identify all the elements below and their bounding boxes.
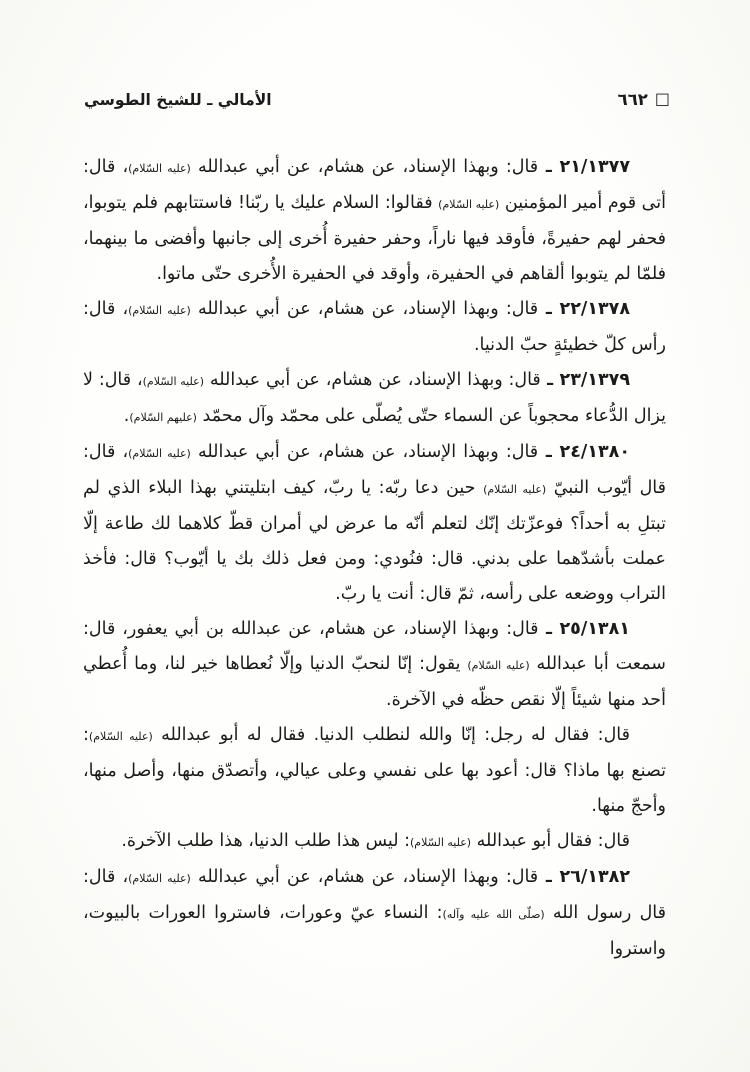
body-text: قال: وبهذا الإسناد، عن هشام، عن أبي عبدالله: [190, 442, 539, 462]
body-text: يقول: إنّا لنحبّ الدنيا وإلّا نُعطاها خير لنا، وما أُعطي أحد منها شيئاً إلّا نقص حظّه في الآخرة.: [83, 654, 666, 710]
honorific-text: (عليه السّلام): [128, 304, 191, 317]
body-text: ، قال: قال رسول الله: [83, 867, 666, 923]
body-text: قال: فقال أبو عبدالله: [471, 831, 630, 851]
page-body: [83, 150, 666, 967]
hadith-1380-24: [83, 435, 666, 612]
body-text: قال: وبهذا الإسناد، عن هشام، عن أبي عبدالله: [190, 299, 539, 319]
body-text: .: [123, 406, 130, 426]
body-text: : تصنع بها ماذا؟ قال: أعود بها على نفسي وعلى عيالي، وأتصدّق منها، وأصل منها، وأحجّ منها.: [83, 725, 666, 816]
hadith-1381-25-continuation-2: [83, 824, 666, 860]
page-number: ٦٦٢: [617, 90, 648, 109]
body-text: قال: فقال له رجل: إنّا والله لنطلب الدنيا. فقال له أبو عبدالله: [152, 725, 630, 745]
body-text: قال: وبهذا الإسناد، عن هشام، عن عبدالله بن أبي يعفور، قال: سمعت أبا عبدالله: [83, 619, 666, 674]
honorific-text: (عليه السّلام): [128, 447, 191, 460]
body-text: قال: وبهذا الإسناد، عن هشام، عن أبي عبدالله: [190, 157, 539, 177]
book-title: الأمالي ـ للشيخ الطوسي: [84, 90, 272, 109]
body-text: ، قال: قال أيّوب النبيّ: [83, 442, 666, 498]
honorific-text: (عليه السّلام): [142, 375, 204, 388]
hadith-number: ٢٣/١٣٧٩ ـ: [540, 370, 630, 390]
body-text: ، قال: أتى قوم أمير المؤمنين: [83, 157, 666, 213]
honorific-text: (عليه السّلام): [88, 730, 153, 743]
hadith-number: ٢١/١٣٧٧ ـ: [538, 157, 630, 177]
body-text: ، قال: لا يزال الدُّعاء محجوباً عن السماء حتّى يُصلّى على محمّد وآل محمّد: [83, 370, 666, 426]
hadith-1382-26: [83, 860, 666, 967]
honorific-text: (صلّى الله عليه وآله): [442, 908, 545, 921]
body-text: : ليس هذا طلب الدنيا، هذا طلب الآخرة.: [121, 831, 410, 851]
honorific-text: (عليه السّلام): [410, 836, 472, 849]
honorific-text: (عليه السّلام): [483, 483, 547, 496]
hadith-number: ٢٦/١٣٨٢ ـ: [538, 867, 630, 887]
honorific-text: (عليه السّلام): [467, 659, 530, 672]
honorific-text: (عليه السّلام): [128, 162, 191, 175]
body-text: ، قال: رأس كلّ خطيئةٍ حبّ الدنيا.: [83, 299, 666, 355]
hadith-1381-25-continuation-1: [83, 718, 666, 824]
hadith-1379-23: [83, 363, 666, 435]
body-text: قال: وبهذا الإسناد، عن هشام، عن أبي عبدالله: [190, 867, 539, 887]
square-bullet-icon: □: [654, 89, 670, 108]
hadith-1378-22: [83, 292, 666, 363]
honorific-text: (عليه السّلام): [128, 872, 191, 885]
hadith-1381-25: [83, 612, 666, 718]
hadith-number: ٢٢/١٣٧٨ ـ: [538, 299, 630, 319]
hadith-1377-21: [83, 150, 666, 292]
hadith-number: ٢٥/١٣٨١ ـ: [538, 619, 630, 639]
page-header: [84, 90, 670, 109]
body-text: فقالوا: السلام عليك يا ربّنا! فاستتابهم فلم يتوبوا، فحفر لهم حفيرةً، فأوقد فيها ناراً، وحفر حفيرة أُخرى إلى جانبها وأفضى ما بينهما، فلمّا لم يتوبوا ألقاهم في الحفيرة، وأوقد في الحفيرة الأُخرى حتّى ماتوا.: [83, 193, 666, 284]
body-text: قال: وبهذا الإسناد، عن هشام، عن أبي عبدالله: [204, 370, 541, 390]
honorific-text: (عليه السّلام): [438, 198, 500, 211]
body-text: : النساء عيّ وعورات، فاستروا العورات بالبيوت، واستروا: [83, 903, 666, 959]
hadith-number: ٢٤/١٣٨٠ ـ: [538, 442, 630, 462]
honorific-text: (عليهم السّلام): [129, 411, 197, 424]
page-number-group: [618, 90, 670, 109]
body-text: حين دعا ربّه: يا ربّ، كيف ابتليتني بهذا البلاء الذي لم تبتلِ به أحداً؟ فوعزّتك إنّك لتعلم أنّه ما عرض لي أمران قطّ كلاهما لك طاعة إلّا عملت بأشدّهما على بدني. قال: فنُودي: ومن فعل ذلك بك يا أيّوب؟ قال: فأخذ التراب ووضعه على رأسه، ثمّ قال: أنت يا ربّ.: [83, 478, 666, 604]
